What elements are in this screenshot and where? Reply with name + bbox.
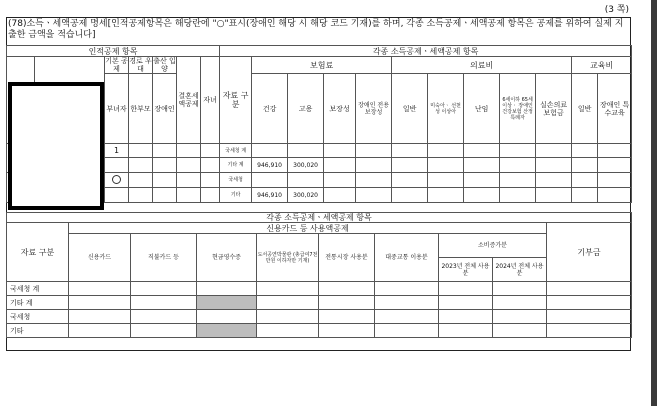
credit-card-header: 신용카드 bbox=[69, 234, 131, 282]
education-header: 교육비 bbox=[572, 57, 632, 74]
marriage-header: 결혼세액공제 bbox=[177, 57, 201, 144]
under6-header: 미숙아ㆍ 선천성 이상아 bbox=[428, 74, 464, 144]
birth-adoption-header: 출산 입양 bbox=[153, 57, 176, 73]
culture-header: 도서공연박물관 (총급여7천만원 이하자만 기재) bbox=[257, 234, 319, 282]
over65-header: 6세이하 65세이상ㆍ 장애인 건강보험 산정특례자 bbox=[500, 74, 536, 144]
row-other-2: 기타 bbox=[7, 324, 69, 338]
cash-receipt-header: 현금영수증 bbox=[197, 234, 257, 282]
card-deduction-table bbox=[6, 212, 632, 338]
emp-other-total: 300,020 bbox=[288, 158, 324, 173]
disabled-protect-header: 장애인 전용 보장성 bbox=[356, 74, 392, 144]
medical-general-header: 일반 bbox=[392, 74, 428, 144]
infertility-header: 난임 bbox=[464, 74, 500, 144]
disabled-cell bbox=[197, 296, 257, 310]
disabled-cell bbox=[197, 324, 257, 338]
health-other: 946,910 bbox=[252, 188, 288, 203]
y2024-header: 2024년 전체 사용분 bbox=[493, 258, 547, 282]
circle-mark-icon bbox=[112, 175, 121, 184]
senior-header: 경로 우대 bbox=[129, 57, 152, 73]
basic-value: 1 bbox=[105, 144, 129, 158]
table-row bbox=[7, 296, 632, 310]
emp-other: 300,020 bbox=[288, 188, 324, 203]
various-header-2: 각종 소득공제ㆍ세액공제 항목 bbox=[7, 213, 632, 223]
row-other-total-2: 기타 계 bbox=[7, 296, 69, 310]
row-nts-2: 국세청 bbox=[7, 310, 69, 324]
table-row bbox=[7, 282, 632, 296]
data-type-header: 자료 구분 bbox=[220, 57, 252, 144]
row-nts-total: 국세청 계 bbox=[220, 144, 252, 158]
health-other-total: 946,910 bbox=[252, 158, 288, 173]
basic-deduction-header: 기본 공제 bbox=[105, 57, 128, 73]
transport-header: 대중교통 이용분 bbox=[375, 234, 439, 282]
edu-general-header: 일반 bbox=[572, 74, 598, 144]
disabled-c-header: 장애인 bbox=[153, 74, 177, 144]
medical-header: 의료비 bbox=[392, 57, 572, 74]
various-header: 각종 소득공제ㆍ세액공제 항목 bbox=[220, 46, 632, 57]
row-nts-total-2: 국세청 계 bbox=[7, 282, 69, 296]
health-header: 건강 bbox=[252, 74, 288, 144]
market-header: 전통시장 사용분 bbox=[319, 234, 375, 282]
loss-insurance-header: 실손의료 보험금 bbox=[536, 74, 572, 144]
row-other-total: 기타 계 bbox=[220, 158, 252, 173]
y2023-header: 2023년 전체 사용분 bbox=[439, 258, 493, 282]
disabled-a-header: 부녀자 bbox=[105, 74, 129, 144]
table-row bbox=[7, 310, 632, 324]
child-header: 자녀 bbox=[201, 57, 220, 144]
window-edge bbox=[651, 0, 657, 406]
employment-header: 고용 bbox=[288, 74, 324, 144]
card-header: 신용카드 등 사용액공제 bbox=[69, 223, 547, 234]
data-type-header-2: 자료 구분 bbox=[7, 223, 69, 282]
debit-card-header: 직불카드 등 bbox=[131, 234, 197, 282]
row-other: 기타 bbox=[220, 188, 252, 203]
edu-disabled-header: 장애인 특수교육 bbox=[598, 74, 632, 144]
page-number: (3 쪽) bbox=[604, 5, 629, 15]
disabled-b-header: 한부모 bbox=[129, 74, 153, 144]
row-nts: 국세청 bbox=[220, 173, 252, 188]
table-row bbox=[7, 324, 632, 338]
personal-header: 인적공제 항목 bbox=[7, 46, 220, 57]
redacted-block bbox=[8, 82, 104, 210]
protect-header: 보장성 bbox=[324, 74, 356, 144]
donation-header: 기부금 bbox=[547, 223, 632, 282]
section-title: (78)소득ㆍ세액공제 명세[인적공제항목은 해당란에 "○"표시(장애인 해당 시 해당 코드 기재)를 하며, 각종 소득공제ㆍ세액공제 항목은 공제를 위하여 실제 지출한 금액을 적습니다] bbox=[8, 19, 624, 40]
consume-increase-header: 소비증가분 bbox=[439, 234, 547, 258]
insurance-header: 보험료 bbox=[252, 57, 392, 74]
